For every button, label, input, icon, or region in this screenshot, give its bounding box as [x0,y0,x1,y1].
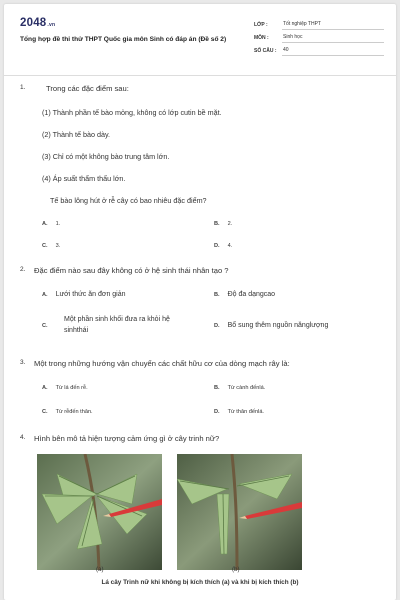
option-label: D. [214,409,220,415]
option-text: Từ cành đếnlá. [227,385,266,391]
option-label: A. [42,385,48,391]
question-number: 3. [20,359,26,366]
option-b[interactable] [214,219,232,229]
logo-text: 2048 [20,17,47,29]
option-text: Từ rễđến thân. [55,409,93,415]
document-header [4,4,396,76]
option-label: C. [42,409,48,415]
option-b[interactable] [214,383,265,393]
option-d[interactable] [214,241,232,251]
option-text: Từ lá đến rễ. [55,385,88,391]
option-d[interactable] [214,321,328,331]
option-label: A. [42,292,48,298]
question-text: Hình bên mô tả hiện tượng cảm ứng gì ở cây trinh nữ? [34,434,220,443]
statement-line: (2) Thành tế bào dày. [42,130,111,139]
mimosa-closed-image [177,454,302,570]
meta-key: MÔN : [254,35,269,41]
meta-key: SỐ CÂU : [254,48,277,54]
meta-value: 40 [282,47,384,56]
document-page [4,4,396,600]
option-text: Lưới thức ăn đơn giản [55,291,126,298]
option-text: Bổ sung thêm nguồn nănglượng [227,322,329,329]
option-a[interactable] [42,219,60,229]
option-label: B. [214,385,220,391]
question-text: Một trong những hướng vận chuyển các chất hữu cơ của dòng mạch rây là: [34,359,290,368]
question-2 [20,266,384,342]
option-label: D. [214,323,220,329]
question-text: Đặc điểm nào sau đây không có ở hệ sinh thái nhân tạo ? [34,266,229,275]
question-1 [20,84,384,254]
option-label: A. [42,221,48,227]
document-title: Tổng hợp đề thi thử THPT Quốc gia môn Sinh có đáp án (Đề số 2) [20,36,227,43]
figure-b-label: (b) [232,566,240,573]
question-4 [20,434,384,450]
meta-key: LỚP : [254,22,268,28]
option-text: 3. [55,243,61,249]
statement-line: (3) Chỉ có một không bào trung tâm lớn. [42,152,170,161]
question-number: 1. [20,84,26,91]
question-3 [20,359,384,419]
option-label: B. [214,292,220,298]
option-text: 2. [227,221,233,227]
figure-a-open-leaves [37,454,162,570]
option-text-line-2: sinhthái [64,327,89,334]
statement-line: (4) Áp suất thẩm thấu lớn. [42,174,126,183]
option-d[interactable] [214,407,264,417]
logo-suffix: .vn [47,22,56,28]
option-label: D. [214,243,220,249]
option-label: C. [42,323,48,329]
option-a[interactable] [42,383,88,393]
meta-value: Sinh học [282,34,384,43]
figure-b-closed-leaves [177,454,302,570]
option-text: Từ thân đếnlá. [227,409,264,415]
site-logo[interactable] [20,17,55,29]
option-c[interactable] [42,241,60,251]
figure-caption: Lá cây Trinh nữ khi không bị kích thích (a) và khi bị kích thích (b) [101,579,299,586]
mimosa-open-image [37,454,162,570]
figure-a-label: (a) [96,566,104,573]
option-text: 1. [55,221,61,227]
option-text: 4. [227,243,233,249]
option-c[interactable] [42,407,93,417]
option-label: B. [214,221,220,227]
question-text: Trong các đặc điểm sau: [46,84,129,93]
option-text-line-1: Một phần sinh khối đưa ra khỏi hệ [64,316,170,323]
question-prompt: Tế bào lông hút ở rễ cây có bao nhiêu đặc điểm? [50,196,207,205]
meta-row-class [254,17,384,30]
option-a[interactable] [42,290,126,300]
option-label: C. [42,243,48,249]
meta-row-count [254,43,384,56]
option-b[interactable] [214,290,275,300]
meta-table [254,17,384,56]
question-number: 2. [20,266,26,273]
meta-value: Tốt nghiệp THPT [282,21,384,30]
meta-row-subject [254,30,384,43]
statement-line: (1) Thành phần tế bào mỏng, không có lớp cutin bề mặt. [42,108,222,117]
question-number: 4. [20,434,26,441]
option-text: Độ đa dạngcao [227,291,276,298]
